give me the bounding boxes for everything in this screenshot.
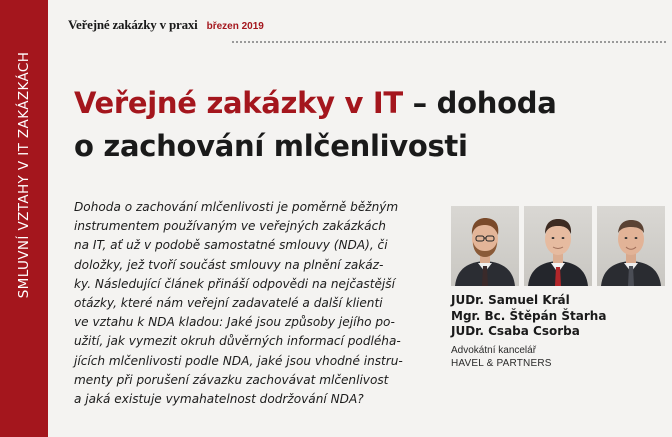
journal-title: Veřejné zakázky v praxi	[68, 17, 198, 32]
author-photo-csorba	[597, 206, 665, 286]
firm-label: Advokátní kancelář	[451, 344, 537, 356]
lead-line: otázky, které nám veřejní zadavatelé a další klienti	[74, 296, 383, 311]
section-band	[0, 0, 48, 437]
article-lead	[74, 198, 440, 409]
lead-line: ky. Následující článek přináší odpovědi na nejčastější	[74, 276, 395, 291]
running-header	[68, 17, 264, 37]
lead-line: jících mlčenlivosti podle NDA, jaké jsou vhodné instru-	[74, 353, 403, 368]
lead-line: Dohoda o zachování mlčenlivosti je poměrně běžným	[74, 200, 399, 214]
lead-line: na IT, ať už v podobě samostatné smlouvy (NDA), či	[74, 238, 388, 253]
lead-line: menty při porušení závazku zachovávat mlčenlivost	[74, 372, 389, 387]
issue-date: březen 2019	[206, 21, 264, 32]
author-photos	[451, 206, 666, 286]
lead-line: a jaká existuje vymahatelnost dodržování NDA?	[74, 392, 364, 407]
article-headline	[74, 82, 664, 168]
author-name: JUDr. Csaba Csorba	[451, 324, 580, 338]
author-photo-starha	[524, 206, 592, 286]
author-name: Mgr. Bc. Štěpán Štarha	[451, 308, 607, 323]
lead-line: užití, jak vymezit okruh důvěrných informací podléha-	[74, 334, 401, 349]
author-name: JUDr. Samuel Král	[451, 293, 570, 307]
header-divider	[232, 41, 666, 43]
author-block	[451, 293, 666, 370]
author-photo-kral	[451, 206, 519, 286]
firm-name: HAVEL & PARTNERS	[451, 357, 552, 369]
headline-dash: – dohoda	[402, 86, 557, 120]
lead-line: ve vztahu k NDA kladou: Jaké jsou způsoby jejího po-	[74, 315, 395, 330]
lead-line: doložky, jež tvoří součást smlouvy na plnění zakáz-	[74, 257, 384, 272]
lead-line: instrumentem používaným ve veřejných zakázkách	[74, 219, 386, 234]
headline-accent: Veřejné zakázky v IT	[74, 86, 403, 120]
section-label: SMLUVNÍ VZTAHY V IT ZAKÁZKÁCH	[16, 51, 32, 299]
headline-subject: o zachování mlčenlivosti	[74, 129, 468, 163]
